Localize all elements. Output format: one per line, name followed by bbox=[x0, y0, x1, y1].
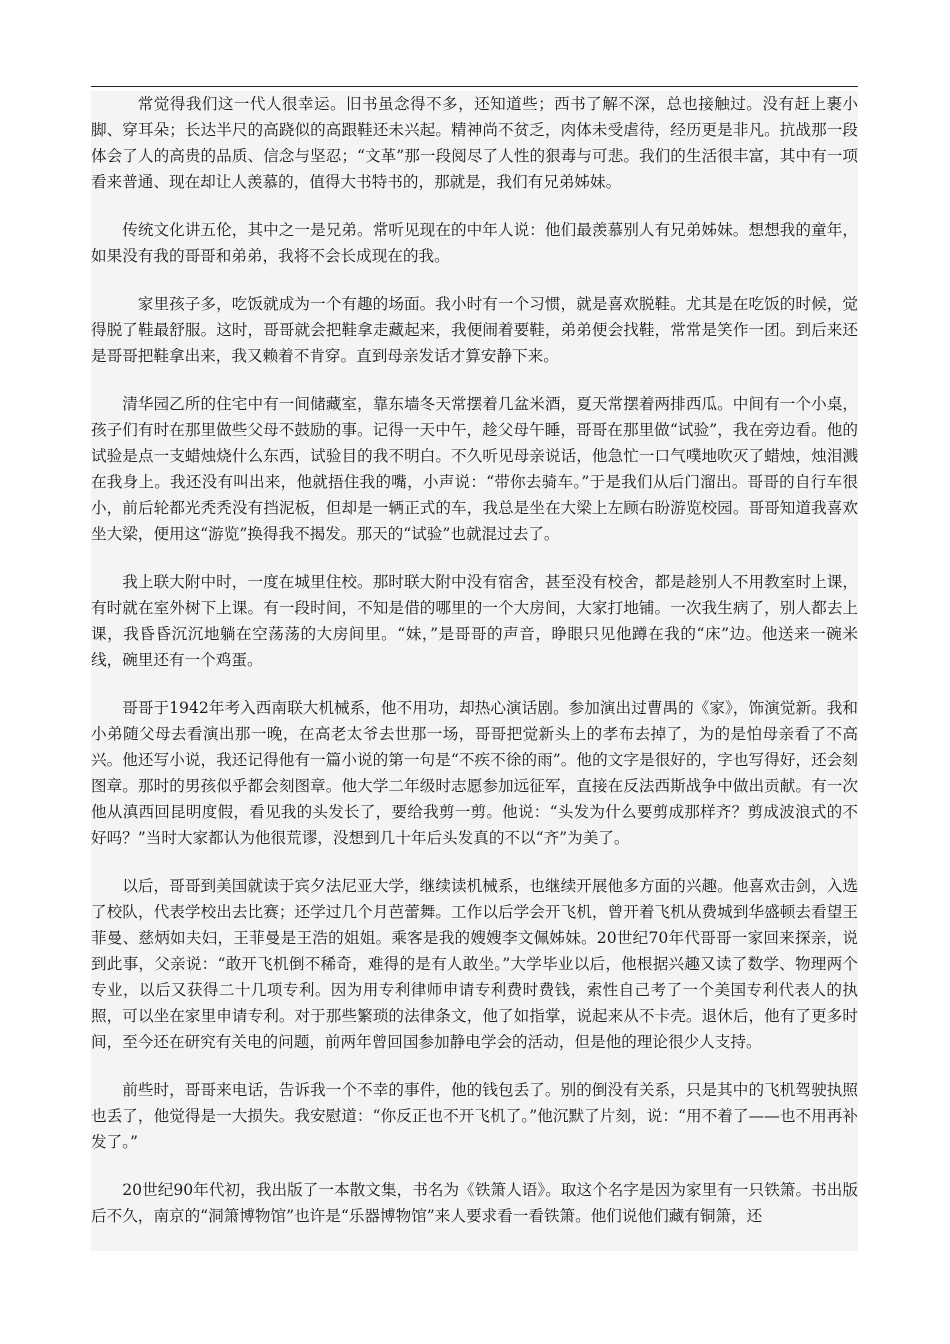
header-rule bbox=[91, 86, 858, 87]
article-body bbox=[91, 91, 858, 1251]
paragraph-9: 20世纪90年代初，我出版了一本散文集，书名为《铁箫人语》。取这个名字是因为家里有一只铁箫。书出版后不久，南京的“洞箫博物馆”也许是“乐器博物馆”来人要求看一看铁箫。他们说他们藏有铜箫，还 bbox=[91, 1181, 858, 1225]
paragraph-6: 哥哥于1942年考入西南联大机械系，他不用功，却热心演话剧。参加演出过曹禺的《家》，饰演觉新。我和小弟随父母去看演出那一晚，在高老太爷去世那一场，哥哥把觉新头上的孝布去掉了，为的是怕母亲看了不高兴。他还写小说，我还记得他有一篇小说的第一句是“不疾不徐的雨”。他的文字是很好的，字也写得好，还会刻图章。那时的男孩似乎都会刻图章。他大学二年级时志愿参加远征军，直接在反法西斯战争中做出贡献。有一次他从滇西回昆明度假，看见我的头发长了，要给我剪一剪。他说：“头发为什么要剪成那样齐？剪成波浪式的不好吗？”当时大家都认为他很荒谬，没想到几十年后头发真的不以“齐”为美了。 bbox=[91, 699, 858, 847]
paragraph-5: 我上联大附中时，一度在城里住校。那时联大附中没有宿舍，甚至没有校舍，都是趁别人不用教室时上课，有时就在室外树下上课。有一段时间，不知是借的哪里的一个大房间，大家打地铺。一次我生病了，别人都去上课，我昏昏沉沉地躺在空荡荡的大房间里。“妹，”是哥哥的声音，睁眼只见他蹲在我的“床”边。他送来一碗米线，碗里还有一个鸡蛋。 bbox=[91, 573, 858, 669]
paragraph-7: 以后，哥哥到美国就读于宾夕法尼亚大学，继续读机械系，也继续开展他多方面的兴趣。他喜欢击剑，入选了校队，代表学校出去比赛；还学过几个月芭蕾舞。工作以后学会开飞机，曾开着飞机从费城到华盛顿去看望王菲曼、慈炳如夫妇，王菲曼是王浩的姐姐。乘客是我的嫂嫂李文佩姊妹。20世纪70年代哥哥一家回来探亲，说到此事，父亲说：“敢开飞机倒不稀奇，难得的是有人敢坐。”大学毕业以后，他根据兴趣又读了数学、物理两个专业，以后又获得二十几项专利。因为用专利律师申请专利费时费钱，索性自己考了一个美国专利代表人的执照，可以坐在家里申请专利。对于那些繁琐的法律条文，他了如指掌，说起来从不卡壳。退休后，他有了更多时间，至今还在研究有关电的问题，前两年曾回国参加静电学会的活动，但是他的理论很少人支持。 bbox=[91, 877, 858, 1051]
paragraph-3: 家里孩子多，吃饭就成为一个有趣的场面。我小时有一个习惯，就是喜欢脱鞋。尤其是在吃饭的时候，觉得脱了鞋最舒服。这时，哥哥就会把鞋拿走藏起来，我便闹着要鞋，弟弟便会找鞋，常常是笑作一团。到后来还是哥哥把鞋拿出来，我又赖着不肯穿。直到母亲发话才算安静下来。 bbox=[91, 295, 858, 365]
paragraph-1: 常觉得我们这一代人很幸运。旧书虽念得不多，还知道些；西书了解不深，总也接触过。没有赶上裹小脚、穿耳朵；长达半尺的高跷似的高跟鞋还未兴起。精神尚不贫乏，肉体未受虐待，经历更是非凡。抗战那一段体会了人的高贵的品质、信念与坚忍；“文革”那一段阅尽了人性的狠毒与可悲。我们的生活很丰富，其中有一项看来普通、现在却让人羡慕的，值得大书特书的，那就是，我们有兄弟姊妹。 bbox=[91, 95, 858, 191]
paragraph-8: 前些时，哥哥来电话，告诉我一个不幸的事件，他的钱包丢了。别的倒没有关系，只是其中的飞机驾驶执照也丢了，他觉得是一大损失。我安慰道：“你反正也不开飞机了。”他沉默了片刻，说：“用不着了——也不用再补发了。” bbox=[91, 1081, 858, 1151]
paragraph-2: 传统文化讲五伦，其中之一是兄弟。常听见现在的中年人说：他们最羡慕别人有兄弟姊妹。想想我的童年，如果没有我的哥哥和弟弟，我将不会长成现在的我。 bbox=[91, 221, 858, 265]
paragraph-4: 清华园乙所的住宅中有一间储藏室，靠东墙冬天常摆着几盆米酒，夏天常摆着两排西瓜。中间有一个小桌，孩子们有时在那里做些父母不鼓励的事。记得一天中午，趁父母午睡，哥哥在那里做“试验”，我在旁边看。他的试验是点一支蜡烛烧什么东西，试验目的我不明白。不久听见母亲说话，他急忙一口气噗地吹灭了蜡烛，烛泪溅在我身上。我还没有叫出来，他就捂住我的嘴，小声说：“带你去骑车。”于是我们从后门溜出。哥哥的自行车很小，前后轮都光秃秃没有挡泥板，但却是一辆正式的车，我总是坐在大梁上左顾右盼游览校园。哥哥知道我喜欢坐大梁，便用这“游览”换得我不揭发。那天的“试验”也就混过去了。 bbox=[91, 395, 858, 543]
